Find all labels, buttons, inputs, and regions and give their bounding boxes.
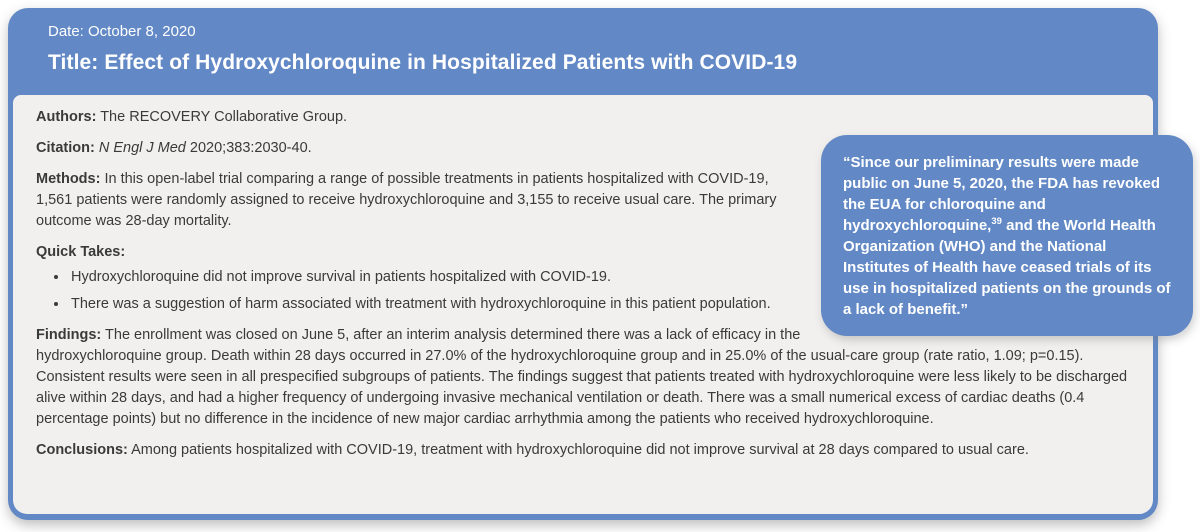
page-title: Title: Effect of Hydroxychloroquine in Hospitalized Patients with COVID-19 [48, 51, 798, 74]
study-summary-card [8, 8, 1171, 520]
authors-text: The RECOVERY Collaborative Group. [100, 109, 348, 125]
findings-label: Findings: [36, 327, 102, 343]
journal-name: N Engl J Med [98, 140, 186, 156]
authors-label: Authors: [36, 109, 97, 125]
quote-part-2: and the World Health Organization (WHO) and the National Institutes of Health have ceased trials of its use in hospitalized patients on the grounds of a lack of benefit.” [843, 217, 1171, 318]
content-panel [13, 95, 1171, 514]
conclusions-label: Conclusions: [36, 442, 128, 458]
header-date: Date: October 8, 2020 [48, 23, 196, 40]
quick-takes-label: Quick Takes: [36, 244, 126, 260]
conclusions-text: Among patients hospitalized with COVID-19, treatment with hydroxychloroquine did not improve survival at 28 days compared to usual care. [131, 442, 1029, 458]
quick-take-2: There was a suggestion of harm associated with treatment with hydroxychloroquine in this patient population. [71, 296, 771, 312]
citation-label: Citation: [36, 140, 95, 156]
citation-text: 2020;383:2030-40. [189, 140, 312, 156]
quote-part-1: “Since our preliminary results were made public on June 5, 2020, the FDA has revoked the EUA for chloroquine and hydroxychloroquine, [843, 154, 1161, 234]
findings-paragraph [36, 325, 1130, 430]
methods-label: Methods: [36, 171, 101, 187]
quote-callout [821, 135, 1193, 336]
findings-text: The enrollment was closed on June 5, after an interim analysis determined there was a lack of efficacy in the hydroxychloroquine group. Death within 28 days occurred in 27.0% of the hydroxychloroquine group and in 25.0% of the usual-care group (rate ratio, 1.09; p=0.15). Consistent results were seen in all prespecified subgroups of patients. The findings suggest that patients treated with hydroxychloroquine were less likely to be discharged alive within 28 days, and had a higher frequency of undergoing invasive mechanical ventilation or death. There was a small numerical excess of cardiac deaths (0.4 percentage points) but no difference in the incidence of new major cardiac arrhythmia among the patients who received hydroxychloroquine. [36, 327, 1128, 427]
reference-superscript: 39 [991, 216, 1002, 227]
quick-take-1: Hydroxychloroquine did not improve survival in patients hospitalized with COVID-19. [71, 269, 611, 285]
card-header [8, 8, 1158, 76]
conclusions-paragraph [36, 440, 1130, 461]
authors-line [36, 107, 1130, 128]
quote-text [843, 152, 1172, 320]
methods-text: In this open-label trial comparing a range of possible treatments in patients hospitalized with COVID-19, 1,561 patients were randomly assigned to receive hydroxychloroquine and 3,155 to receive usual care. The primary outcome was 28-day mortality. [36, 171, 777, 229]
